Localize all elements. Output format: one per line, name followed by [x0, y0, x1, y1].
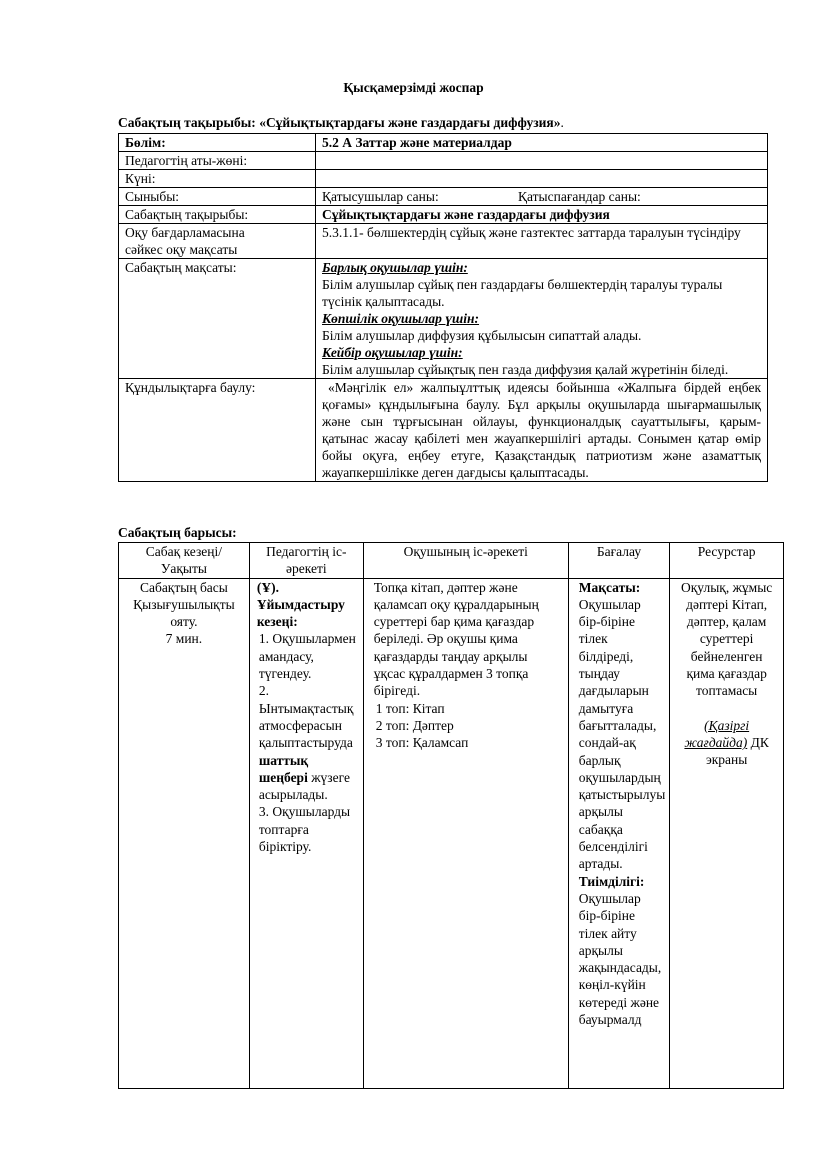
header-student: Оқушының іс-әрекеті — [363, 543, 568, 579]
group-3: 3 топ: Қаламсап — [375, 735, 469, 751]
group-1: 1 топ: Кітап — [375, 700, 445, 716]
teacher-step-2 — [257, 682, 357, 803]
assess-text-1: Оқушылар бір-біріне тілек білдіреді, тыңдау дағдыларын дамытуға бағытталады, сондай-ақ барлық оқушылардың қатыстырылуы арқылы сабаққа белсенділігі артады. — [578, 596, 666, 872]
header-stage: Сабақ кезеңі/Уақыты — [119, 543, 250, 579]
goals-some-head: Кейбір оқушылар үшін: — [322, 345, 463, 360]
section-value: 5.2 А Заттар және материалдар — [316, 134, 768, 152]
assessment-cell — [568, 578, 670, 1088]
header-assessment: Бағалау — [568, 543, 670, 579]
objective-label-line-2: сәйкес оқу мақсаты — [125, 242, 238, 257]
info-table — [118, 133, 768, 482]
table-row — [119, 206, 768, 224]
table-row — [119, 170, 768, 188]
teacher-step-2c: жүзеге асырылады. — [258, 769, 350, 803]
teacher-value — [316, 152, 768, 170]
stage-line-2: Қызығушылықты ояту. — [133, 596, 235, 630]
resources-pc-note: (Қазіргі жағдайда) — [684, 717, 750, 750]
values-text: «Мәңгілік ел» жалпыұлттық идеясы бойынша «Жалпыға бірдей еңбек қоғамы» құндылығына баулу. Бұл арқылы оқушыларда шығармашылық және сын тұрғысынан ойлауы, функционалдық сауаттылығы, қарым-қатынас жасау қабілеті мен жауапкершілігі артады. Сонымен қатар өмір бойы оқуға, еңбеу етуге, Қазақстандық патриотизм және азаматтық жауапкершілікке деген дағдысы қалыптасады. — [316, 379, 768, 482]
document-title: Қысқамерзімді жоспар — [343, 80, 484, 95]
topic-end: . — [560, 115, 564, 130]
objective-label — [119, 224, 316, 259]
goals-label: Сабақтың мақсаты: — [119, 259, 316, 379]
objective-value: 5.3.1.1- бөлшектердің сұйық және газтектес заттарда таралуын түсіндіру — [316, 224, 768, 259]
topic-value: «Сұйықтықтардағы және газдардағы диффузия» — [259, 115, 561, 130]
assess-head-2: Тиімділігі: — [578, 873, 645, 889]
lesson-topic-label: Сабақтың тақырыбы: — [119, 206, 316, 224]
topic-label: Сабақтың тақырыбы: — [118, 115, 256, 130]
table-row — [119, 188, 768, 206]
resources-cell — [670, 578, 784, 1088]
resources-pc-text: ДК экраны — [705, 734, 769, 768]
resources-pc — [676, 717, 777, 769]
goals-most-head: Көпшілік оқушылар үшін: — [322, 311, 480, 326]
values-label: Құндылықтарға баулу: — [119, 379, 316, 482]
present-label: Қатысушылар саны: — [322, 189, 439, 204]
class-label: Сыныбы: — [119, 188, 316, 206]
goals-all-text: Білім алушылар сұйық пен газдардағы бөлшектердің таралуы туралы түсінік қалыптасады. — [322, 277, 723, 309]
teacher-step-3: 3. Оқушыларды топтарға біріктіру. — [258, 804, 351, 855]
group-2: 2 топ: Дәптер — [375, 717, 454, 733]
resources-main: Оқулық, жұмыс дәптері Кітап, дәптер, қалам суреттері бейнеленген қима қағаздар топтамасы — [681, 579, 773, 699]
stage-cell — [119, 578, 250, 1088]
teacher-step-2a: 2. Ынтымақтастық атмосферасын қалыптастыруда — [258, 683, 354, 751]
assess-head-1: Мақсаты: — [578, 579, 641, 595]
stage-line-1: Сабақтың басы — [139, 579, 228, 595]
stage-line-3: 7 мин. — [165, 631, 203, 647]
teacher-head: (Ұ). Ұйымдастыру кезеңі: — [256, 579, 345, 630]
header-resources: Ресурстар — [670, 543, 784, 579]
date-value — [316, 170, 768, 188]
progress-table — [118, 542, 784, 1089]
table-row — [119, 224, 768, 259]
goals-most-text: Білім алушылар диффузия құбылысын сипаттай алады. — [322, 328, 642, 343]
teacher-step-1: 1. Оқушылармен амандасу, түгендеу. — [258, 631, 356, 682]
assess-text-2: Оқушылар бір-біріне тілек айту арқылы жақындасады, көңіл-күйін көтереді және бауырмалд — [578, 890, 662, 1028]
objective-label-line-1: Оқу бағдарламасына — [125, 225, 245, 240]
student-cell — [363, 578, 568, 1088]
teacher-cell — [249, 578, 363, 1088]
table-header-row — [119, 543, 784, 579]
lesson-topic-line — [118, 115, 564, 131]
absent-label: Қатыспағандар саны: — [518, 189, 641, 204]
teacher-label: Педагогтің аты-жөні: — [119, 152, 316, 170]
goals-all-head: Барлық оқушылар үшін: — [322, 260, 468, 275]
section-label: Бөлім: — [119, 134, 316, 152]
attendance-cell — [316, 188, 768, 206]
table-row — [119, 259, 768, 379]
progress-label: Сабақтың барысы: — [118, 525, 237, 540]
goals-cell — [316, 259, 768, 379]
goals-some-text: Білім алушылар сұйықтық пен газда диффузия қалай жүретінін біледі. — [322, 362, 729, 377]
table-row — [119, 379, 768, 482]
table-row — [119, 134, 768, 152]
header-teacher: Педагогтің іс-әрекеті — [249, 543, 363, 579]
table-row — [119, 578, 784, 1088]
teacher-step-2b: шаттық шеңбері — [258, 752, 309, 785]
date-label: Күні: — [119, 170, 316, 188]
table-row — [119, 152, 768, 170]
lesson-topic-value: Сұйықтықтардағы және газдардағы диффузия — [316, 206, 768, 224]
student-text: Топқа кітап, дәптер және қаламсап оқу құралдарының суреттері бар қима қағаздар беріледі. Әр оқушы қима қағаздарды таңдау арқылы ұқсас құралдармен 3 топқа бірігеді. — [373, 579, 539, 699]
